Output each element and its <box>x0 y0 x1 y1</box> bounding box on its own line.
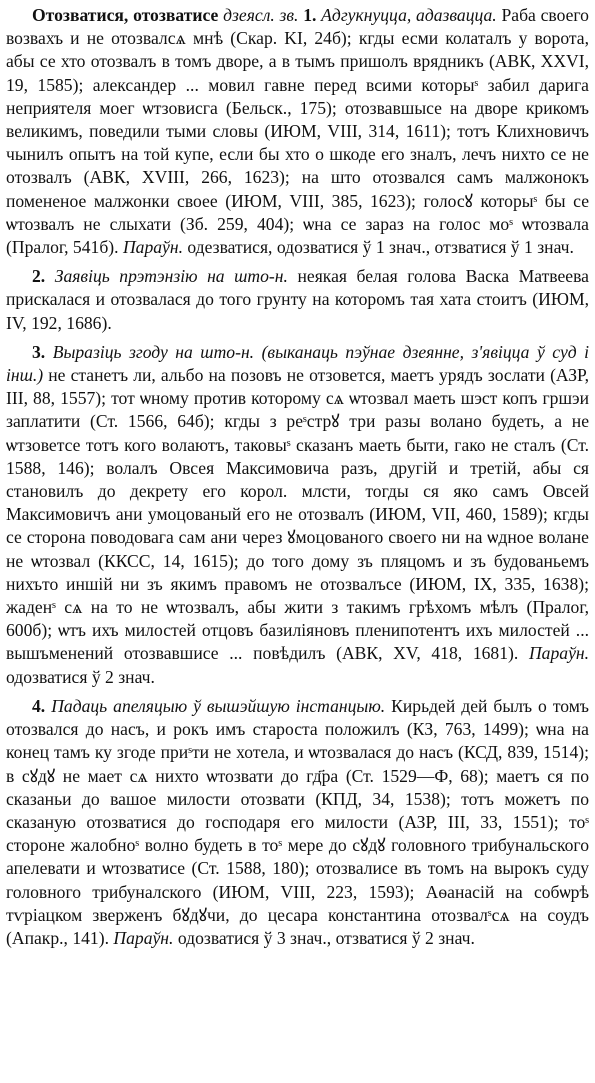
sense-citations: Раба своего возвахъ и не отозвалсѧ мнѣ (Скар. KI, 24б); кгды есми колаталъ у ворота, абы се хто отозвалъ в томъ дворе, а в тымъ пришолъ врядникъ (АВК, XXVI, 19, 1585); александер ... мовил гавне перед всими которыˢ забил дарига неприятеля моег ѡтзовисга (Бельск., 175); отозвавшысе на дворе крикомъ великимъ, поведили тыми словы (ИЮМ, VIII, 314, 1611); тотъ Клихновичъ чынилъ опытъ на той купе, если бы хто о шкоде его зналъ, лечъ нихто се не отозвалъ (АВК, XVIII, 266, 1623); на што отозвался самъ малжонокъ помененое малжонки своее (ИЮМ, VIII, 385, 1623); голосꙋ которыˢ бы се ѡтозвалъ не слыхати (Зб. 259, 404); ѡна се зараз на голос моˢ ѡтозвала (Пралог, 541б). <box>6 5 589 258</box>
sense-definition: Адгукнуцца, адазвацца. <box>321 5 497 25</box>
sense-number: 3. <box>32 341 46 362</box>
sense-citations: неякая белая голова Васка Матвеева прискалася и отозвалася до того грунту на которомъ тая хата стоитъ (ИЮМ, IV, 192, 1686). <box>6 266 589 333</box>
compare-label: Параўн. <box>113 927 174 948</box>
entry-sense-1 <box>6 4 589 259</box>
sense-number: 4. <box>32 695 46 716</box>
sense-number: 2. <box>32 266 46 287</box>
sense-citations: Кирьдей дей былъ о томъ отозвался до насъ, и рокъ имъ староста положилъ (КЗ, 763, 1499); ѡна на конец тамъ ку згоде приˢти не хотела, и ѡтозвалася до насъ (КСД, 839, 1514); в сꙋдꙋ не мает сѧ нихто ѡтозвати до гд҃ра (Ст. 1529—Ф, 68); маетъ ся по сказаньи до вашое милости отозвати (КПД, 34, 1538); тотъ можетъ по сказаную отозватися до господаря его милости (АЗР, III, 33, 1551); тоˢ стороне жалобноˢ волно будеть в тоˢ мере до сꙋдꙋ головного трибунальского апелевати и ѡтозватисе (Ст. 1588, 180); отозвалисе въ томъ на вырокъ суду головного трибуналского (ИЮМ, VIII, 223, 1593); Аѳанасій на собѡрѣ тѵріацком зверженъ бꙋдꙋчи, до цесара константина отозвалˢсѧ на соудъ (Апакр., 141). <box>6 695 589 948</box>
entry-sense-3 <box>6 341 589 689</box>
sense-definition: Заявіць прэтэнзію на што-н. <box>54 266 288 287</box>
compare-text: одезватися, одозватися ў 1 знач., отзватися ў 1 знач. <box>187 237 574 258</box>
compare-label: Параўн. <box>528 643 590 664</box>
compare-text: одозватися ў 3 знач., отзватися ў 2 знач. <box>177 927 475 948</box>
entry-sense-2 <box>6 265 589 335</box>
sense-definition: Падаць апеляцыю ў вышэйшую інстанцыю. <box>51 695 386 716</box>
entry-grammar: дзеясл. зв. <box>223 5 299 25</box>
sense-number: 1. <box>303 5 317 25</box>
entry-headword: Отозватися, отозватисе <box>32 5 219 25</box>
compare-text: одозватися ў 2 знач. <box>6 666 155 687</box>
compare-label: Параўн. <box>122 237 183 258</box>
sense-definition: Выразіць згоду на што-н. (выканаць пэўнае дзеянне, з'явіцца ў суд і інш.) <box>6 341 589 386</box>
sense-citations: не станетъ ли, альбо на позовъ не отзовется, маетъ урядъ зослати (АЗР, III, 88, 1557); тот ѡному против которому сѧ ѡтозвал маеть шэст копъ гршэи заплатити (Ст. 1566, 64б); кгды з реˢстрꙋ три разы волано будеть, а не ѡтзоветсе тотъ кого волаютъ, таковыˢ сказанъ маеть быти, гако не сталъ (Ст. 1588, 146); волалъ Овсея Максимовича разъ, другій и третій, абы ся становилъ до декрету его корол. млсти, тогды ся яко самъ Овсей Максимовичъ ани умоцованый его не отозвалъ (ИЮМ, VII, 460, 1589); кгды се сторона поводовага сам ани через ꙋмоцованого своего ни на ѡдное волане не ѡтозвал (ККСС, 14, 1615); до того дому зъ пляцомъ и зъ будованьемъ нихъто иншій ни зъ якимъ правомъ не отозвалъсе (ИЮМ, IX, 335, 1638); жаденˢ сѧ на то не ѡтозвалъ, абы жити з такимъ грѣхомъ мѣлъ (Пралог, 600б); ѡтъ ихъ милостей отцовъ базиліяновъ пленипотентъ ихъ милостей ... вышъменений отозвавшисе ... повѣдилъ (АВК, XV, 418, 1681). <box>6 365 589 664</box>
entry-sense-4 <box>6 695 589 950</box>
